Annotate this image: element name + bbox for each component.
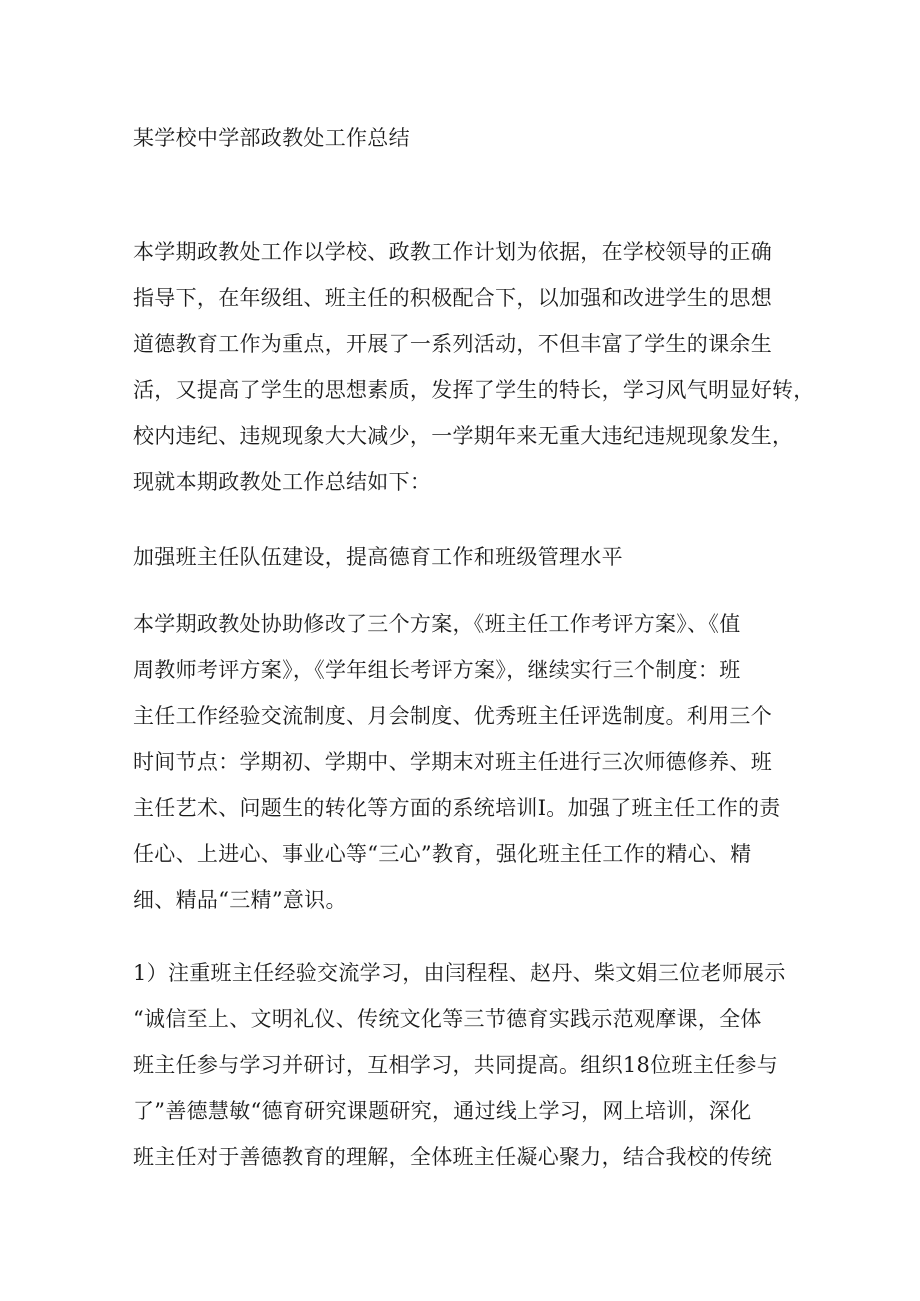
- paragraph-line: 校内违纪、违规现象大大减少，一学期年来无重大违纪违规现象发生，: [133, 424, 794, 448]
- paragraph-line: 1）注重班主任经验交流学习，由闫程程、赵丹、柴文娟三位老师展示: [133, 961, 786, 985]
- paragraph-line: 时间节点：学期初、学期中、学期末对班主任进行三次师德修养、班: [133, 750, 772, 774]
- paragraph-line: 班主任参与学习并研讨，互相学习，共同提高。组织18位班主任参与: [133, 1053, 779, 1077]
- heading-line: 加强班主任队伍建设，提高德育工作和班级管理水平: [133, 545, 623, 569]
- paragraph-line: 班主任对于善德教育的理解，全体班主任凝心聚力，结合我校的传统: [133, 1145, 772, 1169]
- paragraph-line: 指导下，在年级组、班主任的积极配合下，以加强和改进学生的思想: [133, 286, 772, 310]
- paragraph-line: 本学期政教处工作以学校、政教工作计划为依据，在学校领导的正确: [133, 240, 772, 264]
- paragraph-line: “诚信至上、文明礼仪、传统文化等三节德育实践示范观摩课，全体: [133, 1007, 762, 1031]
- paragraph-line: 周教师考评方案》，《学年组长考评方案》，继续实行三个制度：班: [133, 658, 741, 682]
- paragraph-line: 了”善德慧敏“德育研究课题研究，通过线上学习，网上培训，深化: [133, 1099, 752, 1123]
- paragraph-line: 主任艺术、问题生的转化等方面的系统培训I。加强了班主任工作的责: [133, 796, 781, 820]
- document-title: 某学校中学部政教处工作总结: [133, 126, 410, 150]
- paragraph-line: 道德教育工作为重点，开展了一系列活动，不但丰富了学生的课余生: [133, 332, 772, 356]
- paragraph-line: 活，又提高了学生的思想素质，发挥了学生的特长，学习风气明显好转，: [133, 378, 815, 402]
- paragraph-line: 主任工作经验交流制度、月会制度、优秀班主任评选制度。利用三个: [133, 704, 772, 728]
- paragraph-line: 任心、上进心、事业心等“三心”教育，强化班主任工作的精心、精: [133, 842, 752, 866]
- paragraph-line: 本学期政教处协助修改了三个方案，《班主任工作考评方案》、《值: [133, 612, 741, 636]
- paragraph-line: 细、精品“三精”意识。: [133, 888, 347, 912]
- paragraph-line: 现就本期政教处工作总结如下：: [133, 470, 432, 494]
